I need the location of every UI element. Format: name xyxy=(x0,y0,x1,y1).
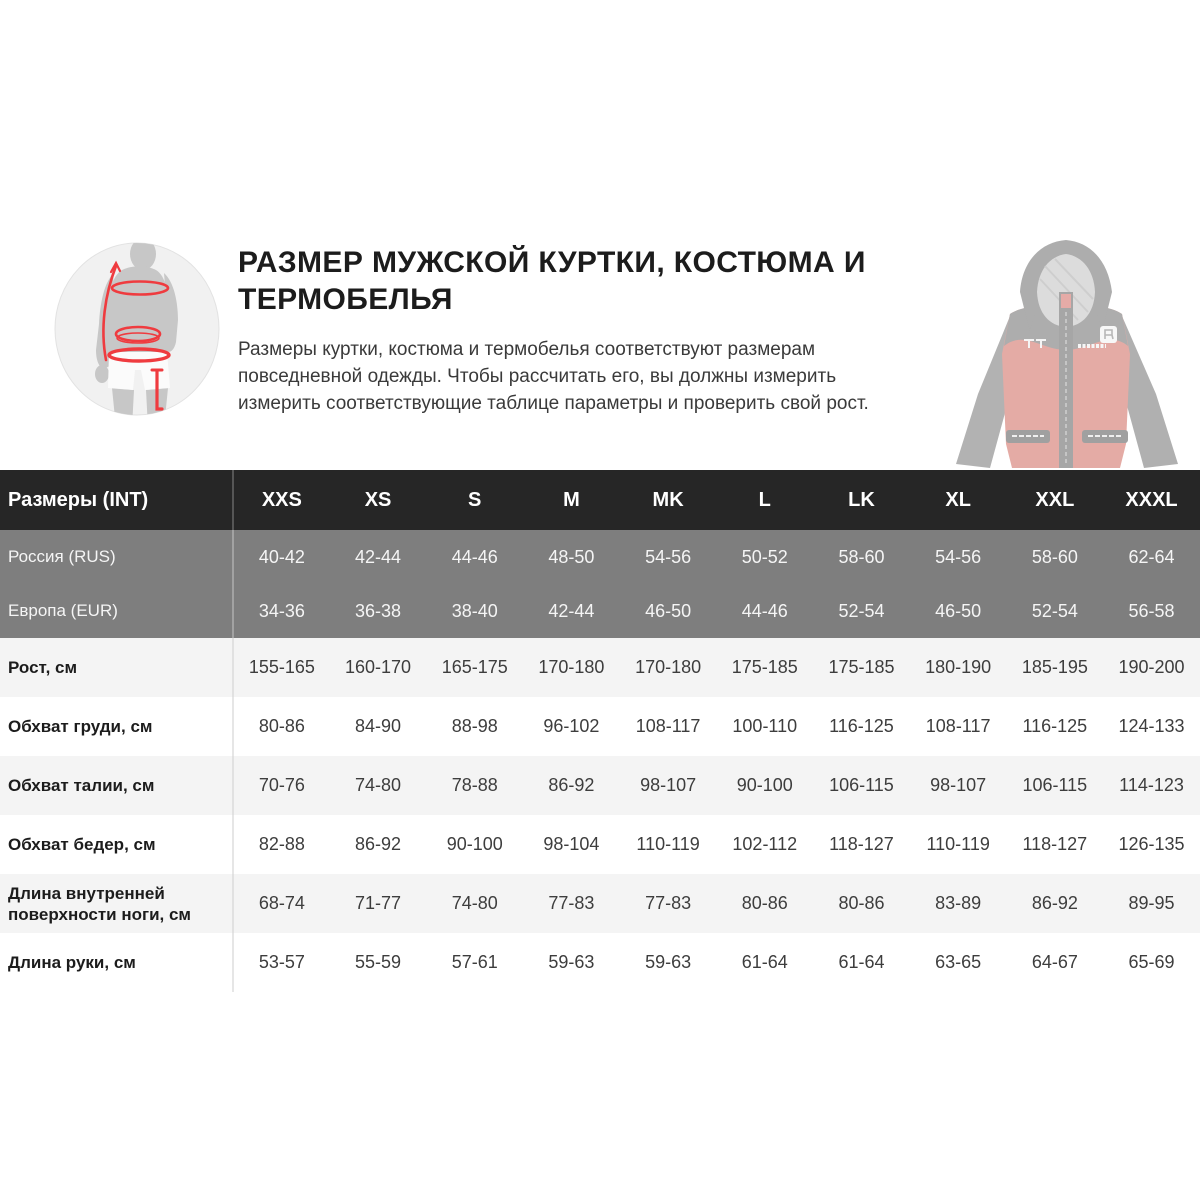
size-cell: 36-38 xyxy=(355,600,402,621)
table-row xyxy=(0,530,1200,584)
size-cell: 175-185 xyxy=(731,657,798,677)
size-cell: 68-74 xyxy=(258,893,305,913)
size-cell: 190-200 xyxy=(1118,657,1185,677)
size-column-header-xxxl: XXXL xyxy=(1125,488,1178,511)
size-cell: 44-46 xyxy=(451,546,498,567)
row-label: Обхват талии, см xyxy=(0,756,233,815)
size-cell: 83-89 xyxy=(935,893,982,913)
size-cell: 70-76 xyxy=(258,775,305,795)
size-cell: 86-92 xyxy=(548,775,595,795)
size-cell: 96-102 xyxy=(543,716,600,736)
size-cell: 108-117 xyxy=(925,716,991,736)
intro-section xyxy=(238,244,938,417)
measure-circle-svg xyxy=(54,242,220,416)
size-column-header-s: S xyxy=(468,488,482,511)
size-cell: 80-86 xyxy=(838,893,885,913)
size-cell: 52-54 xyxy=(1031,600,1078,621)
size-column-header-xxl: XXL xyxy=(1035,488,1075,511)
size-cell: 124-133 xyxy=(1118,716,1185,736)
size-cell: 180-190 xyxy=(925,657,992,677)
size-column-header-m: M xyxy=(563,488,580,511)
size-cell: 108-117 xyxy=(635,716,701,736)
size-cell: 88-98 xyxy=(451,716,498,736)
table-row xyxy=(0,638,1200,697)
size-table-header-row xyxy=(0,470,1200,530)
size-cell: 74-80 xyxy=(355,775,402,795)
size-cell: 80-86 xyxy=(258,716,305,736)
size-cell: 98-107 xyxy=(930,775,987,795)
size-cell: 48-50 xyxy=(548,546,595,567)
size-cell: 110-119 xyxy=(636,834,700,854)
size-cell: 64-67 xyxy=(1031,952,1078,972)
table-corner-label: Размеры (INT) xyxy=(0,470,233,530)
size-cell: 52-54 xyxy=(838,600,885,621)
size-cell: 71-77 xyxy=(355,893,402,913)
size-cell: 53-57 xyxy=(258,952,305,972)
size-cell: 58-60 xyxy=(838,546,885,567)
size-column-header-xxs: XXS xyxy=(261,488,302,511)
size-cell: 114-123 xyxy=(1119,775,1184,795)
table-row xyxy=(0,756,1200,815)
size-cell: 98-104 xyxy=(543,834,600,854)
size-cell: 46-50 xyxy=(645,600,692,621)
body-measurement-diagram-icon xyxy=(54,242,220,416)
size-cell: 77-83 xyxy=(645,893,692,913)
size-cell: 42-44 xyxy=(548,600,595,621)
size-cell: 59-63 xyxy=(645,952,692,972)
size-cell: 58-60 xyxy=(1031,546,1078,567)
size-cell: 170-180 xyxy=(538,657,605,677)
table-row xyxy=(0,815,1200,874)
size-cell: 116-125 xyxy=(829,716,894,736)
size-cell: 80-86 xyxy=(741,893,788,913)
size-cell: 50-52 xyxy=(741,546,788,567)
table-row xyxy=(0,874,1200,933)
size-cell: 77-83 xyxy=(548,893,595,913)
size-cell: 56-58 xyxy=(1128,600,1175,621)
size-cell: 165-175 xyxy=(441,657,508,677)
intro-description: Размеры куртки, костюма и термобелья соответствуют размерам повседневной одежды. Чтобы рассчитать его, вы должны измерить измерить соответствующие таблице параметры и проверить свой рост. xyxy=(238,339,869,414)
size-cell: 82-88 xyxy=(258,834,305,854)
size-cell: 44-46 xyxy=(741,600,788,621)
size-cell: 102-112 xyxy=(732,834,798,854)
size-column-header-xs: XS xyxy=(364,488,392,511)
table-row xyxy=(0,697,1200,756)
row-label: Длина руки, см xyxy=(0,933,233,992)
size-cell: 65-69 xyxy=(1128,952,1175,972)
size-cell: 90-100 xyxy=(736,775,793,795)
size-cell: 118-127 xyxy=(1022,834,1088,854)
size-cell: 126-135 xyxy=(1118,834,1185,854)
jacket-product-image xyxy=(950,234,1182,468)
size-cell: 42-44 xyxy=(355,546,402,567)
size-cell: 46-50 xyxy=(935,600,982,621)
size-cell: 40-42 xyxy=(258,546,305,567)
size-cell: 62-64 xyxy=(1128,546,1175,567)
size-cell: 110-119 xyxy=(926,834,990,854)
size-column-header-l: L xyxy=(758,488,771,511)
row-label: Обхват бедер, см xyxy=(0,815,233,874)
size-cell: 34-36 xyxy=(258,600,305,621)
row-label: Рост, см xyxy=(0,638,233,697)
size-cell: 106-115 xyxy=(1022,775,1088,795)
row-label: Европа (EUR) xyxy=(0,584,233,638)
size-cell: 59-63 xyxy=(548,952,595,972)
size-cell: 116-125 xyxy=(1022,716,1088,736)
size-cell: 98-107 xyxy=(640,775,697,795)
size-cell: 57-61 xyxy=(451,952,498,972)
size-cell: 118-127 xyxy=(829,834,894,854)
size-cell: 89-95 xyxy=(1128,893,1175,913)
size-cell: 61-64 xyxy=(838,952,885,972)
row-label: Обхват груди, см xyxy=(0,697,233,756)
row-label: Россия (RUS) xyxy=(0,530,233,584)
jacket-svg xyxy=(950,234,1182,468)
size-column-header-mk: MK xyxy=(652,488,684,511)
size-cell: 78-88 xyxy=(451,775,498,795)
size-cell: 86-92 xyxy=(355,834,402,854)
size-cell: 54-56 xyxy=(645,546,692,567)
size-cell: 90-100 xyxy=(446,834,503,854)
size-cell: 160-170 xyxy=(345,657,412,677)
size-column-header-xl: XL xyxy=(945,488,971,511)
size-cell: 54-56 xyxy=(935,546,982,567)
size-cell: 74-80 xyxy=(451,893,498,913)
size-cell: 170-180 xyxy=(635,657,702,677)
size-cell: 38-40 xyxy=(451,600,498,621)
size-cell: 61-64 xyxy=(741,952,788,972)
size-column-header-lk: LK xyxy=(848,488,875,511)
size-cell: 86-92 xyxy=(1031,893,1078,913)
size-cell: 84-90 xyxy=(355,716,402,736)
size-cell: 55-59 xyxy=(355,952,402,972)
row-label: Длина внутренней поверхности ноги, см xyxy=(0,874,233,933)
page-title: РАЗМЕР МУЖСКОЙ КУРТКИ, КОСТЮМА И ТЕРМОБЕЛЬЯ xyxy=(238,246,866,316)
table-row xyxy=(0,584,1200,638)
size-cell: 175-185 xyxy=(828,657,895,677)
table-row xyxy=(0,933,1200,992)
size-cell: 100-110 xyxy=(732,716,798,736)
size-cell: 63-65 xyxy=(935,952,982,972)
size-cell: 106-115 xyxy=(829,775,894,795)
size-table xyxy=(0,470,1200,992)
size-cell: 155-165 xyxy=(248,657,315,677)
size-cell: 185-195 xyxy=(1021,657,1088,677)
